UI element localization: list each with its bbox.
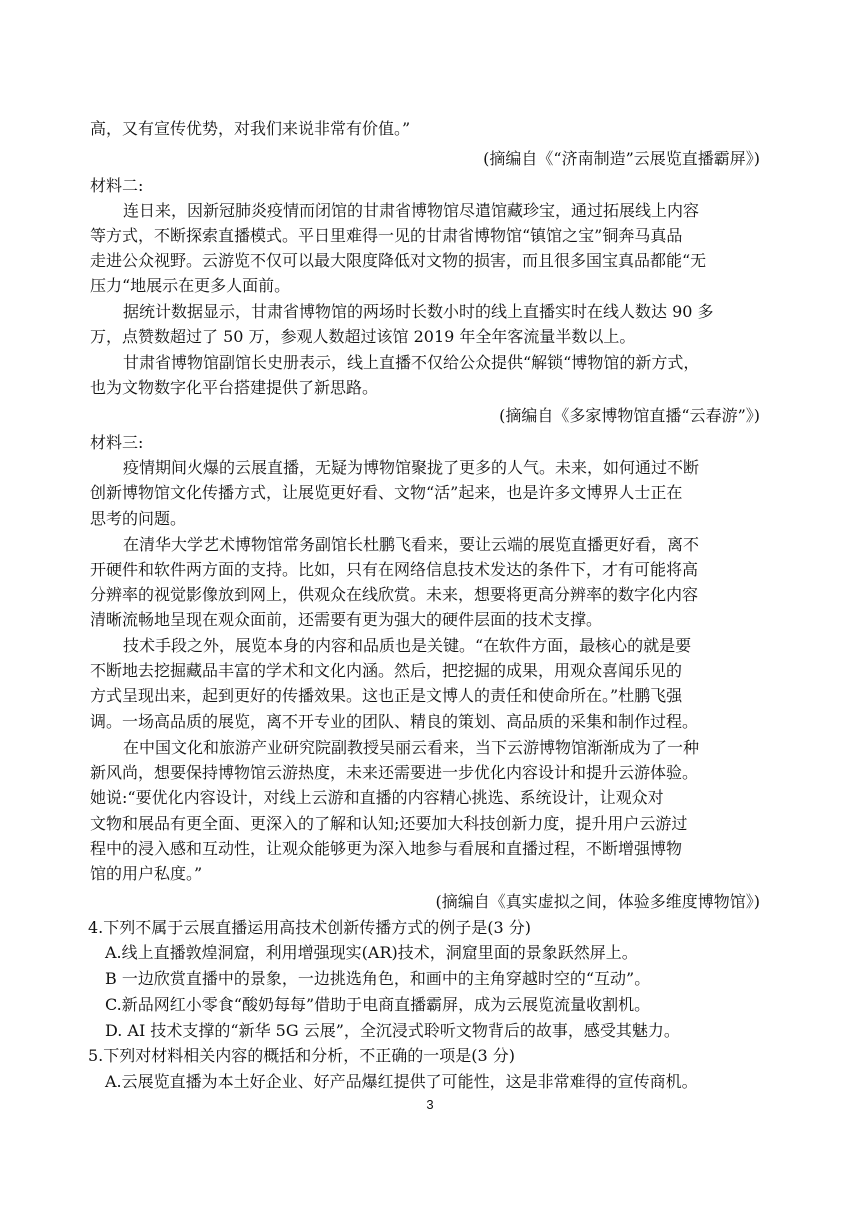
paragraph-line: 开硬件和软件两方面的支持。比如，只有在网络信息技术发达的条件下，才有可能将高: [90, 560, 699, 579]
source-citation: (摘编自《多家博物馆直播“云春游”》): [499, 406, 760, 425]
paragraph-line: 方式呈现出来，起到更好的传播效果。这也正是文博人的责任和使命所在。”杜鹏飞强: [90, 686, 683, 705]
question-4-option-d: D. AI 技术支撑的“新华 5G 云展”，全沉浸式聆听文物背后的故事，感受其魅力。: [105, 1021, 680, 1040]
paragraph-line: 不断地去挖掘藏品丰富的学术和文化内涵。然后，把挖掘的成果，用观众喜闻乐见的: [90, 661, 683, 680]
question-4-option-c: C.新品网红小零食“酸奶每每”借助于电商直播霸屏，成为云展览流量收割机。: [105, 995, 651, 1014]
page-number: 3: [426, 1097, 434, 1112]
paragraph-line: 技术手段之外，展览本身的内容和品质也是关键。“在软件方面，最核心的就是要: [123, 636, 692, 655]
source-citation: (摘编自《“济南制造”云展览直播霸屏》): [483, 149, 760, 168]
paragraph-line: 压力“地展示在更多人面前。: [90, 276, 291, 295]
paragraph-line: 馆的用户私度。”: [90, 864, 203, 883]
paragraph-line: 高，又有宣传优势，对我们来说非常有价值。”: [90, 119, 411, 138]
paragraph-line: 创新博物馆文化传播方式，让展览更好看、文物“活”起来，也是许多文博界人士正在: [90, 483, 683, 502]
material-heading: 材料三:: [90, 433, 144, 452]
question-4-option-b: B 一边欣赏直播中的景象，一边挑选角色，和画中的主角穿越时空的“互动”。: [105, 969, 651, 988]
paragraph-line: 在清华大学艺术博物馆常务副馆长杜鹏飞看来，要让云端的展览直播更好看，离不: [123, 535, 700, 554]
paragraph-line: 新风尚，想要保持博物馆云游热度，未来还需要进一步优化内容设计和提升云游体验。: [90, 763, 699, 782]
paragraph-line: 也为文物数字化平台搭建提供了新思路。: [90, 378, 379, 397]
question-4-stem: 4.下列不属于云展直播运用高技术创新传播方式的例子是(3 分): [88, 918, 532, 937]
paragraph-line: 文物和展品有更全面、更深入的了解和认知;还要加大科技创新力度，提升用户云游过: [90, 814, 688, 833]
paragraph-line: 连日来，因新冠肺炎疫情而闭馆的甘肃省博物馆尽遣馆藏珍宝，通过拓展线上内容: [123, 201, 700, 220]
paragraph-line: 程中的浸入感和互动性，让观众能够更为深入地参与看展和直播过程，不断增强博物: [90, 839, 683, 858]
paragraph-line: 清晰流畅地呈现在观众面前，还需要有更为强大的硬件层面的技术支撑。: [90, 610, 603, 629]
paragraph-line: 万，点赞数超过了 50 万，参观人数超过该馆 2019 年全年客流量半数以上。: [90, 327, 636, 346]
question-4-option-a: A.线上直播敦煌洞窟，利用增强现实(AR)技术，洞窟里面的景象跃然屏上。: [105, 943, 638, 962]
paragraph-line: 据统计数据显示，甘肃省博物馆的两场时长数小时的线上直播实时在线人数达 90 多: [123, 302, 714, 321]
question-5-option-a: A.云展览直播为本土好企业、好产品爆红提供了可能性，这是非常难得的宣传商机。: [105, 1072, 698, 1091]
paragraph-line: 思考的问题。: [90, 509, 187, 528]
question-5-stem: 5.下列对材料相关内容的概括和分析，不正确的一项是(3 分): [88, 1046, 516, 1065]
paragraph-line: 走进公众视野。云游览不仅可以最大限度降低对文物的损害，而且很多国宝真品都能“无: [90, 251, 707, 270]
paragraph-line: 分辨率的视觉影像放到网上，供观众在线欣赏。未来，想要将更高分辨率的数字化内容: [90, 585, 699, 604]
paragraph-line: 等方式，不断探索直播模式。平日里难得一见的甘肃省博物馆“镇馆之宝”铜奔马真品: [90, 226, 683, 245]
material-heading: 材料二:: [90, 176, 144, 195]
paragraph-line: 她说:“要优化内容设计，对线上云游和直播的内容精心挑选、系统设计，让观众对: [90, 788, 664, 807]
paragraph-line: 调。一场高品质的展览，离不开专业的团队、精良的策划、高品质的采集和制作过程。: [90, 712, 699, 731]
source-citation: (摘编自《真实虚拟之间，体验多维度博物馆》): [435, 892, 760, 911]
paragraph-line: 在中国文化和旅游产业研究院副教授吴丽云看来，当下云游博物馆渐渐成为了一种: [123, 738, 700, 757]
paragraph-line: 疫情期间火爆的云展直播，无疑为博物馆聚拢了更多的人气。未来，如何通过不断: [123, 458, 700, 477]
paragraph-line: 甘肃省博物馆副馆长史册表示，线上直播不仅给公众提供“解锁“博物馆的新方式，: [123, 353, 700, 372]
